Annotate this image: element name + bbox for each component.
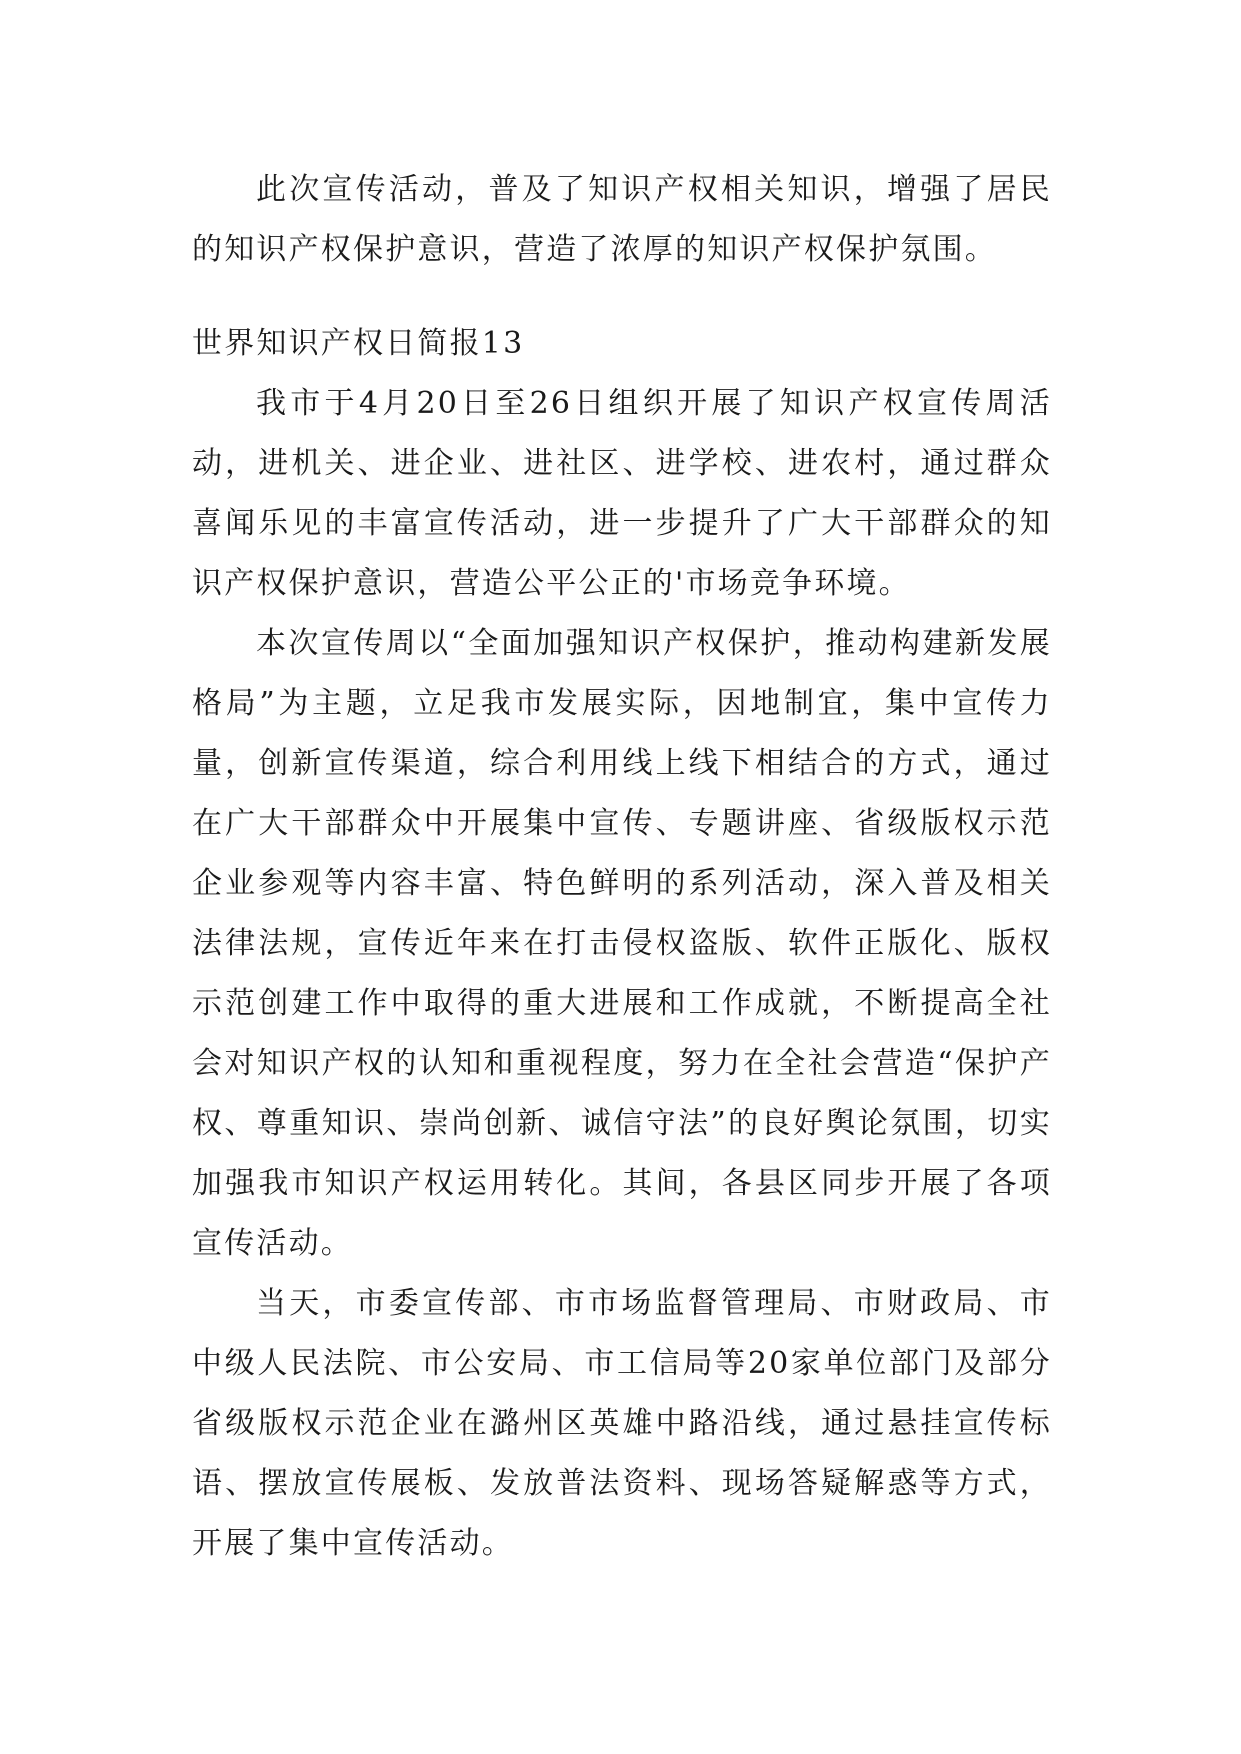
section-spacer: [192, 280, 1052, 314]
section-title: 世界知识产权日简报13: [192, 326, 525, 361]
body-paragraph-2: 本次宣传周以“全面加强知识产权保护，推动构建新发展格局”为主题，立足我市发展实际，因地制宜，集中宣传力量，创新宣传渠道，综合利用线上线下相结合的方式，通过在广大干部群众中开展集中宣传、专题讲座、省级版权示范企业参观等内容丰富、特色鲜明的系列活动，深入普及相关法律法规，宣传近年来在打击侵权盗版、软件正版化、版权示范创建工作中取得的重大进展和工作成就，不断提高全社会对知识产权的认知和重视程度，努力在全社会营造“保护产权、尊重知识、崇尚创新、诚信守法”的良好舆论氛围，切实加强我市知识产权运用转化。其间，各县区同步开展了各项宣传活动。: [192, 626, 1052, 1261]
body-paragraph-1: 我市于4月20日至26日组织开展了知识产权宣传周活动，进机关、进企业、进社区、进学校、进农村，通过群众喜闻乐见的丰富宣传活动，进一步提升了广大干部群众的知识产权保护意识，营造公平公正的'市场竞争环境。: [192, 386, 1052, 601]
body-paragraph-3: 当天，市委宣传部、市市场监督管理局、市财政局、市中级人民法院、市公安局、市工信局等20家单位部门及部分省级版权示范企业在潞州区英雄中路沿线，通过悬挂宣传标语、摆放宣传展板、发放普法资料、现场答疑解惑等方式，开展了集中宣传活动。: [192, 1286, 1052, 1561]
document-body: [192, 160, 1052, 1574]
intro-paragraph: 此次宣传活动，普及了知识产权相关知识，增强了居民的知识产权保护意识，营造了浓厚的知识产权保护氛围。: [192, 172, 1052, 267]
